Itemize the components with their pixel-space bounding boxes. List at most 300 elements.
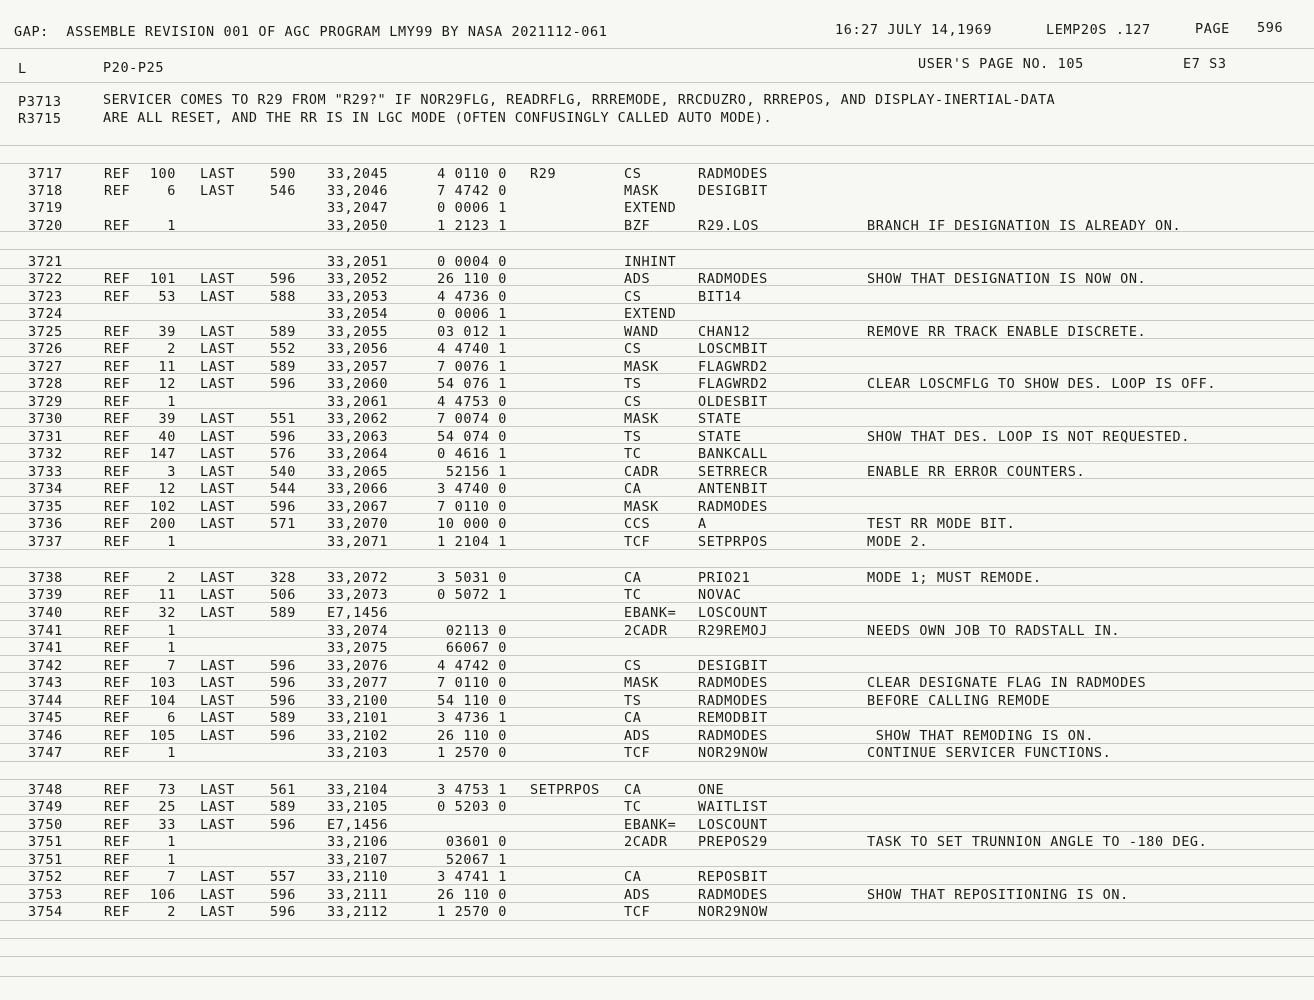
cell-addr: 33,2105 <box>327 799 389 815</box>
cell-line: 3750 <box>28 817 63 833</box>
rule-line <box>0 249 1314 250</box>
cell-addr: 33,2107 <box>327 852 389 868</box>
cell-last: LAST <box>200 887 235 903</box>
cell-ref: REF <box>104 887 131 903</box>
cell-operand: FLAGWRD2 <box>698 376 768 392</box>
cell-op: EBANK= <box>624 817 677 833</box>
cell-last: LAST <box>200 516 235 532</box>
cell-code: 54 076 1 <box>437 376 507 392</box>
cell-ref: REF <box>104 324 131 340</box>
rule-line <box>0 672 1314 673</box>
cell-ref: REF <box>104 499 131 515</box>
cell-last: LAST <box>200 799 235 815</box>
cell-addr: 33,2111 <box>327 887 389 903</box>
cell-operand: REPOSBIT <box>698 869 768 885</box>
rule-line <box>0 956 1314 957</box>
cell-operand: RADMODES <box>698 499 768 515</box>
cell-refn: 147 <box>149 446 176 462</box>
cell-refn: 1 <box>167 218 176 234</box>
cell-ref: REF <box>104 834 131 850</box>
cell-operand: ANTENBIT <box>698 481 768 497</box>
section-marker: L <box>18 61 27 77</box>
cell-last: LAST <box>200 904 235 920</box>
cell-code: 3 5031 0 <box>437 570 507 586</box>
cell-ref: REF <box>104 658 131 674</box>
cell-line: 3728 <box>28 376 63 392</box>
cell-ref: REF <box>104 605 131 621</box>
cell-operand: RADMODES <box>698 166 768 182</box>
cell-line: 3752 <box>28 869 63 885</box>
cell-lastn: 561 <box>269 782 296 798</box>
cell-code: 54 074 0 <box>437 429 507 445</box>
cell-line: 3725 <box>28 324 63 340</box>
cell-op: MASK <box>624 499 659 515</box>
cell-comment: TEST RR MODE BIT. <box>867 516 1016 532</box>
cell-operand: CHAN12 <box>698 324 751 340</box>
cell-op: EXTEND <box>624 306 677 322</box>
cell-addr: 33,2103 <box>327 745 389 761</box>
cell-lastn: 328 <box>269 570 296 586</box>
cell-ref: REF <box>104 429 131 445</box>
cell-code: 1 2104 1 <box>437 534 507 550</box>
cell-line: 3724 <box>28 306 63 322</box>
cell-code: 03 012 1 <box>437 324 507 340</box>
cell-code: 7 0110 0 <box>437 675 507 691</box>
cell-ref: REF <box>104 852 131 868</box>
cell-code: 0 5203 0 <box>437 799 507 815</box>
cell-ref: REF <box>104 464 131 480</box>
cell-code: 0 0006 1 <box>437 200 507 216</box>
cell-op: TC <box>624 799 642 815</box>
cell-op: CCS <box>624 516 651 532</box>
cell-operand: R29.LOS <box>698 218 760 234</box>
cell-comment: SHOW THAT REPOSITIONING IS ON. <box>867 887 1129 903</box>
cell-ref: REF <box>104 534 131 550</box>
cell-addr: 33,2101 <box>327 710 389 726</box>
cell-line: 3738 <box>28 570 63 586</box>
cell-code: 66067 0 <box>445 640 507 656</box>
cell-addr: 33,2051 <box>327 254 389 270</box>
cell-op: CS <box>624 341 642 357</box>
cell-lastn: 590 <box>269 166 296 182</box>
rule-line <box>0 549 1314 550</box>
rule-line <box>0 725 1314 726</box>
cell-last: LAST <box>200 658 235 674</box>
cell-lastn: 596 <box>269 658 296 674</box>
cell-lastn: 571 <box>269 516 296 532</box>
cell-op: MASK <box>624 183 659 199</box>
cell-line: 3718 <box>28 183 63 199</box>
cell-ref: REF <box>104 481 131 497</box>
cell-line: 3751 <box>28 834 63 850</box>
rule-line <box>0 976 1314 977</box>
cell-refn: 105 <box>149 728 176 744</box>
cell-code: 7 0074 0 <box>437 411 507 427</box>
cell-line: 3741 <box>28 640 63 656</box>
cell-ref: REF <box>104 745 131 761</box>
cell-op: CA <box>624 481 642 497</box>
cell-addr: 33,2057 <box>327 359 389 375</box>
cell-op: CA <box>624 782 642 798</box>
cell-addr: 33,2056 <box>327 341 389 357</box>
cell-op: ADS <box>624 271 651 287</box>
cell-line: 3730 <box>28 411 63 427</box>
cell-addr: 33,2112 <box>327 904 389 920</box>
cell-code: 4 4736 0 <box>437 289 507 305</box>
cell-line: 3739 <box>28 587 63 603</box>
cell-op: TCF <box>624 534 651 550</box>
cell-line: 3753 <box>28 887 63 903</box>
cell-line: 3740 <box>28 605 63 621</box>
cell-addr: 33,2063 <box>327 429 389 445</box>
cell-last: LAST <box>200 817 235 833</box>
intro-text: ARE ALL RESET, AND THE RR IS IN LGC MODE (OFTEN CONFUSINGLY CALLED AUTO MODE). <box>103 110 773 126</box>
cell-op: INHINT <box>624 254 677 270</box>
rule-line <box>0 48 1314 49</box>
cell-code: 3 4741 1 <box>437 869 507 885</box>
cell-code: 26 110 0 <box>437 271 507 287</box>
cell-addr: E7,1456 <box>327 817 389 833</box>
cell-lastn: 540 <box>269 464 296 480</box>
cell-last: LAST <box>200 446 235 462</box>
cell-comment: CLEAR DESIGNATE FLAG IN RADMODES <box>867 675 1147 691</box>
cell-lastn: 596 <box>269 693 296 709</box>
rule-line <box>0 82 1314 83</box>
cell-lastn: 557 <box>269 869 296 885</box>
cell-last: LAST <box>200 411 235 427</box>
cell-refn: 33 <box>158 817 176 833</box>
cell-line: 3731 <box>28 429 63 445</box>
cell-ref: REF <box>104 799 131 815</box>
cell-operand: BIT14 <box>698 289 742 305</box>
cell-op: CS <box>624 166 642 182</box>
cell-addr: 33,2067 <box>327 499 389 515</box>
cell-refn: 11 <box>158 359 176 375</box>
cell-lastn: 544 <box>269 481 296 497</box>
cell-code: 3 4753 1 <box>437 782 507 798</box>
cell-operand: PREPOS29 <box>698 834 768 850</box>
cell-lastn: 596 <box>269 887 296 903</box>
cell-addr: 33,2052 <box>327 271 389 287</box>
cell-op: ADS <box>624 728 651 744</box>
cell-ref: REF <box>104 817 131 833</box>
rule-line <box>0 884 1314 885</box>
cell-line: 3746 <box>28 728 63 744</box>
cell-op: TCF <box>624 745 651 761</box>
cell-ref: REF <box>104 289 131 305</box>
cell-ref: REF <box>104 341 131 357</box>
cell-op: ADS <box>624 887 651 903</box>
cell-refn: 101 <box>149 271 176 287</box>
cell-operand: RADMODES <box>698 675 768 691</box>
cell-ref: REF <box>104 376 131 392</box>
cell-refn: 106 <box>149 887 176 903</box>
cell-last: LAST <box>200 605 235 621</box>
cell-addr: 33,2053 <box>327 289 389 305</box>
cell-operand: OLDESBIT <box>698 394 768 410</box>
cell-operand: NOR29NOW <box>698 904 768 920</box>
cell-addr: 33,2060 <box>327 376 389 392</box>
cell-refn: 100 <box>149 166 176 182</box>
cell-addr: 33,2104 <box>327 782 389 798</box>
rule-line <box>0 814 1314 815</box>
cell-op: TS <box>624 429 642 445</box>
cell-ref: REF <box>104 570 131 586</box>
cell-line: 3737 <box>28 534 63 550</box>
cell-lastn: 576 <box>269 446 296 462</box>
cell-addr: 33,2071 <box>327 534 389 550</box>
cell-lastn: 596 <box>269 271 296 287</box>
cell-refn: 11 <box>158 587 176 603</box>
cell-refn: 39 <box>158 411 176 427</box>
cell-addr: 33,2074 <box>327 623 389 639</box>
cell-lastn: 506 <box>269 587 296 603</box>
cell-lastn: 596 <box>269 675 296 691</box>
cell-last: LAST <box>200 324 235 340</box>
users-page: USER'S PAGE NO. 105 <box>918 56 1084 72</box>
cell-refn: 39 <box>158 324 176 340</box>
cell-operand: ONE <box>698 782 725 798</box>
cell-lastn: 589 <box>269 799 296 815</box>
cell-comment: BEFORE CALLING REMODE <box>867 693 1051 709</box>
cell-lastn: 589 <box>269 324 296 340</box>
cell-line: 3748 <box>28 782 63 798</box>
cell-line: 3732 <box>28 446 63 462</box>
cell-line: 3717 <box>28 166 63 182</box>
cell-line: 3720 <box>28 218 63 234</box>
cell-comment: CONTINUE SERVICER FUNCTIONS. <box>867 745 1112 761</box>
cell-last: LAST <box>200 693 235 709</box>
intro-text: SERVICER COMES TO R29 FROM "R29?" IF NOR29FLG, READRFLG, RRREMODE, RRCDUZRO, RRREPOS, AND DISPLAY-INERTIAL-DATA <box>103 92 1056 108</box>
cell-last: LAST <box>200 499 235 515</box>
cell-line: 3743 <box>28 675 63 691</box>
cell-ref: REF <box>104 587 131 603</box>
cell-line: 3733 <box>28 464 63 480</box>
cell-addr: 33,2102 <box>327 728 389 744</box>
cell-addr: 33,2061 <box>327 394 389 410</box>
cell-code: 0 0004 0 <box>437 254 507 270</box>
cell-operand: DESIGBIT <box>698 658 768 674</box>
cell-op: 2CADR <box>624 623 668 639</box>
cell-operand: REMODBIT <box>698 710 768 726</box>
cell-code: 0 0006 1 <box>437 306 507 322</box>
cell-lastn: 551 <box>269 411 296 427</box>
rule-line <box>0 496 1314 497</box>
cell-ref: REF <box>104 782 131 798</box>
cell-ref: REF <box>104 218 131 234</box>
cell-operand: STATE <box>698 429 742 445</box>
cell-op: EXTEND <box>624 200 677 216</box>
cell-code: 1 2570 0 <box>437 904 507 920</box>
cell-comment: BRANCH IF DESIGNATION IS ALREADY ON. <box>867 218 1182 234</box>
cell-addr: 33,2100 <box>327 693 389 709</box>
cell-label: R29 <box>530 166 557 182</box>
cell-ref: REF <box>104 516 131 532</box>
cell-ref: REF <box>104 446 131 462</box>
rule-line <box>0 761 1314 762</box>
cell-operand: LOSCMBIT <box>698 341 768 357</box>
cell-line: 3727 <box>28 359 63 375</box>
cell-operand: RADMODES <box>698 887 768 903</box>
cell-addr: 33,2065 <box>327 464 389 480</box>
cell-addr: 33,2050 <box>327 218 389 234</box>
cell-op: CA <box>624 570 642 586</box>
cell-code: 7 0110 0 <box>437 499 507 515</box>
cell-operand: WAITLIST <box>698 799 768 815</box>
cell-refn: 40 <box>158 429 176 445</box>
cell-comment: NEEDS OWN JOB TO RADSTALL IN. <box>867 623 1121 639</box>
cell-ref: REF <box>104 271 131 287</box>
cell-refn: 7 <box>167 869 176 885</box>
cell-op: MASK <box>624 675 659 691</box>
cell-comment: TASK TO SET TRUNNION ANGLE TO -180 DEG. <box>867 834 1208 850</box>
cell-last: LAST <box>200 271 235 287</box>
cell-op: CS <box>624 289 642 305</box>
cell-refn: 1 <box>167 640 176 656</box>
cell-ref: REF <box>104 675 131 691</box>
cell-code: 7 0076 1 <box>437 359 507 375</box>
rule-line <box>0 707 1314 708</box>
cell-ref: REF <box>104 710 131 726</box>
cell-lastn: 596 <box>269 499 296 515</box>
cell-refn: 1 <box>167 745 176 761</box>
cell-code: 3 4736 1 <box>437 710 507 726</box>
cell-refn: 73 <box>158 782 176 798</box>
cell-comment: ENABLE RR ERROR COUNTERS. <box>867 464 1086 480</box>
cell-refn: 1 <box>167 852 176 868</box>
cell-last: LAST <box>200 376 235 392</box>
cell-refn: 200 <box>149 516 176 532</box>
rule-line <box>0 743 1314 744</box>
cell-code: 26 110 0 <box>437 728 507 744</box>
cell-label: SETPRPOS <box>530 782 600 798</box>
cell-addr: 33,2075 <box>327 640 389 656</box>
cell-op: CS <box>624 658 642 674</box>
cell-last: LAST <box>200 587 235 603</box>
cell-lastn: 589 <box>269 710 296 726</box>
cell-line: 3719 <box>28 200 63 216</box>
cell-op: MASK <box>624 359 659 375</box>
cell-operand: FLAGWRD2 <box>698 359 768 375</box>
cell-last: LAST <box>200 710 235 726</box>
cell-code: 02113 0 <box>445 623 507 639</box>
cell-addr: 33,2064 <box>327 446 389 462</box>
cell-ref: REF <box>104 640 131 656</box>
cell-code: 52156 1 <box>445 464 507 480</box>
cell-operand: R29REMOJ <box>698 623 768 639</box>
cell-addr: 33,2073 <box>327 587 389 603</box>
cell-code: 10 000 0 <box>437 516 507 532</box>
cell-line: 3721 <box>28 254 63 270</box>
cell-last: LAST <box>200 782 235 798</box>
intro-line-number: R3715 <box>18 111 62 127</box>
cell-addr: 33,2070 <box>327 516 389 532</box>
cell-addr: 33,2077 <box>327 675 389 691</box>
cell-lastn: 596 <box>269 817 296 833</box>
cell-code: 54 110 0 <box>437 693 507 709</box>
cell-lastn: 552 <box>269 341 296 357</box>
cell-last: LAST <box>200 429 235 445</box>
cell-refn: 2 <box>167 341 176 357</box>
cell-op: CS <box>624 394 642 410</box>
cell-operand: RADMODES <box>698 271 768 287</box>
cell-addr: 33,2062 <box>327 411 389 427</box>
rule-line <box>0 602 1314 603</box>
cell-op: WAND <box>624 324 659 340</box>
cell-refn: 3 <box>167 464 176 480</box>
rule-line <box>0 163 1314 164</box>
cell-code: 0 4616 1 <box>437 446 507 462</box>
cell-ref: REF <box>104 359 131 375</box>
rule-line <box>0 531 1314 532</box>
cell-lastn: 596 <box>269 376 296 392</box>
rule-line <box>0 938 1314 939</box>
cell-lastn: 596 <box>269 728 296 744</box>
header-page-number: 596 <box>1257 20 1284 36</box>
cell-code: 7 4742 0 <box>437 183 507 199</box>
rule-line <box>0 796 1314 797</box>
rule-line <box>0 303 1314 304</box>
header-page-label: PAGE <box>1195 21 1230 37</box>
cell-operand: SETPRPOS <box>698 534 768 550</box>
cell-comment: SHOW THAT DES. LOOP IS NOT REQUESTED. <box>867 429 1190 445</box>
cell-last: LAST <box>200 341 235 357</box>
cell-operand: BANKCALL <box>698 446 768 462</box>
cell-code: 4 4742 0 <box>437 658 507 674</box>
cell-refn: 32 <box>158 605 176 621</box>
rule-line <box>0 655 1314 656</box>
cell-last: LAST <box>200 359 235 375</box>
cell-comment: SHOW THAT REMODING IS ON. <box>867 728 1094 744</box>
cell-operand: LOSCOUNT <box>698 817 768 833</box>
cell-refn: 6 <box>167 183 176 199</box>
cell-refn: 12 <box>158 376 176 392</box>
cell-op: CA <box>624 869 642 885</box>
cell-addr: 33,2047 <box>327 200 389 216</box>
cell-op: EBANK= <box>624 605 677 621</box>
cell-last: LAST <box>200 481 235 497</box>
cell-line: 3723 <box>28 289 63 305</box>
cell-op: CA <box>624 710 642 726</box>
cell-code: 1 2123 1 <box>437 218 507 234</box>
cell-line: 3745 <box>28 710 63 726</box>
cell-operand: SETRRECR <box>698 464 768 480</box>
cell-refn: 25 <box>158 799 176 815</box>
rule-line <box>0 145 1314 146</box>
cell-line: 3751 <box>28 852 63 868</box>
cell-addr: 33,2054 <box>327 306 389 322</box>
cell-operand: RADMODES <box>698 728 768 744</box>
cell-code: 26 110 0 <box>437 887 507 903</box>
cell-lastn: 596 <box>269 429 296 445</box>
cell-code: 1 2570 0 <box>437 745 507 761</box>
cell-code: 4 4753 0 <box>437 394 507 410</box>
cell-addr: 33,2110 <box>327 869 389 885</box>
cell-addr: 33,2046 <box>327 183 389 199</box>
cell-ref: REF <box>104 411 131 427</box>
cell-ref: REF <box>104 904 131 920</box>
cell-comment: CLEAR LOSCMFLG TO SHOW DES. LOOP IS OFF. <box>867 376 1217 392</box>
cell-lastn: 589 <box>269 605 296 621</box>
cell-refn: 53 <box>158 289 176 305</box>
cell-addr: 33,2076 <box>327 658 389 674</box>
cell-ref: REF <box>104 394 131 410</box>
cell-operand: NOR29NOW <box>698 745 768 761</box>
intro-line-number: P3713 <box>18 94 62 110</box>
cell-ref: REF <box>104 693 131 709</box>
cell-operand: LOSCOUNT <box>698 605 768 621</box>
cell-addr: E7,1456 <box>327 605 389 621</box>
